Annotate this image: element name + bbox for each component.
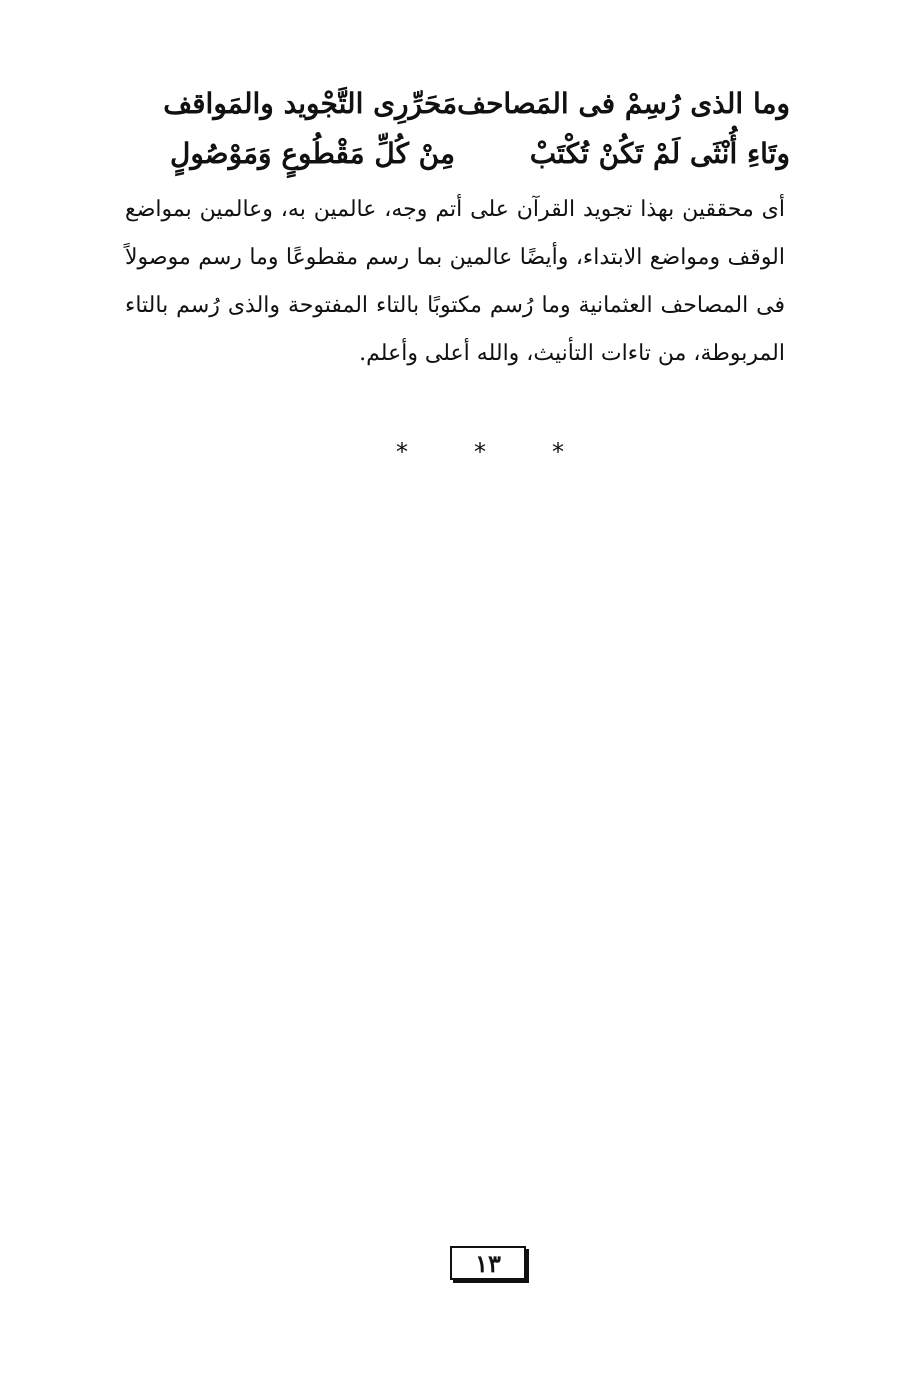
asterisk-icon: * xyxy=(396,438,408,466)
commentary-line: بمواضع الوقف ومواضع الابتداء، وأيضًا عالمين بما رسم مقطوعًا وما رسم xyxy=(125,197,785,270)
page-number-text: ١٣ xyxy=(475,1248,501,1278)
poem-verses xyxy=(163,78,790,178)
verse-2-left-hemistich: مِنْ كُلِّ مَقْطُوعٍ وَمَوْصُولٍ xyxy=(170,136,455,170)
verse-line-1 xyxy=(163,78,790,128)
asterisk-icon: * xyxy=(474,438,486,466)
section-divider xyxy=(390,438,570,466)
commentary-line: بالتاء المربوطة، من تاءات التأنيث، والله أعلى وأعلم. xyxy=(125,293,785,366)
commentary-line: أى محققين بهذا تجويد القرآن على أتم وجه، عالمين به، وعالمين xyxy=(199,197,785,222)
commentary-line: موصولاً فى المصاحف العثمانية وما رُسم مكتوبًا بالتاء المفتوحة والذى رُسم xyxy=(125,245,785,318)
commentary-paragraph xyxy=(125,186,785,378)
verse-1-right-hemistich: وما الذى رُسِمْ فى المَصاحف xyxy=(457,86,790,120)
verse-2-right-hemistich: وتَاءِ أُنْثَى لَمْ تَكُنْ تُكْتَبْ xyxy=(529,136,790,170)
verse-line-2 xyxy=(170,128,790,178)
page-number xyxy=(450,1246,526,1280)
asterisk-icon: * xyxy=(552,438,564,466)
verse-1-left-hemistich: مَحَرِّرِى التَّجْويد والمَواقف xyxy=(163,86,458,120)
